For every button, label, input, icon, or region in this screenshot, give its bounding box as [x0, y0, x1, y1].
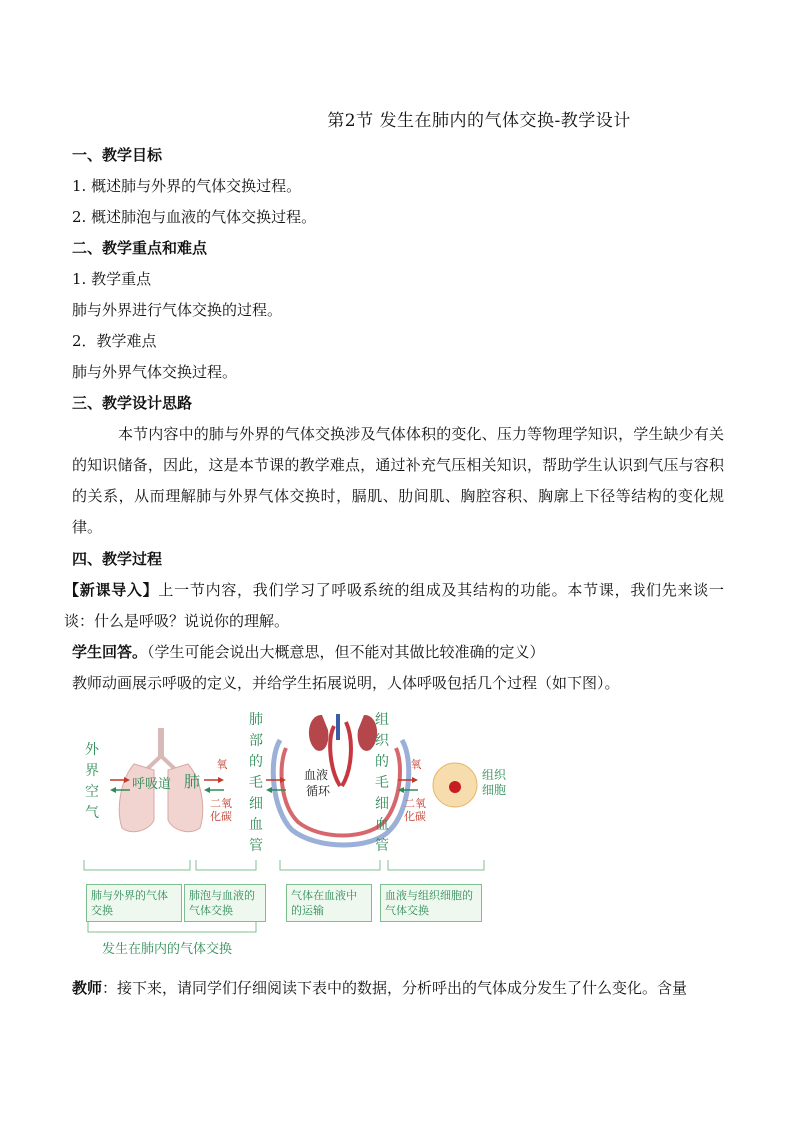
- intro-paragraph: [64, 575, 724, 637]
- diagram-graphics: [72, 700, 502, 965]
- intro-label: 【新课导入】: [64, 581, 159, 599]
- intro-text: 上一节内容，我们学习了呼吸系统的组成及其结构的功能。本节课，我们先来谈一谈：什么是呼吸？说说你的理解。: [64, 581, 724, 630]
- teacher-demo-text: 教师动画展示呼吸的定义，并给学生拓展说明，人体呼吸包括几个过程（如下图）。: [72, 674, 620, 692]
- student-answer-text: （学生可能会说出大概意思，但不能对其做比较准确的定义）: [147, 643, 545, 661]
- stage-box-2: 肺泡与血液的气体交换: [184, 884, 266, 922]
- design-paragraph: 本节内容中的肺与外界的气体交换涉及气体体积的变化、压力等物理学知识，学生缺少有关的知识储备，因此，这是本节课的教学难点，通过补充气压相关知识，帮助学生认识到气压与容积的关系，从而理解肺与外界气体交换时，膈肌、肋间肌、胸腔容积、胸廓上下径等结构的变化规律。: [72, 425, 724, 536]
- outside-air-label: 外界空气: [85, 742, 99, 821]
- co2-label-2: 二氧化碳: [404, 797, 426, 823]
- tissue-cell-label: 组织细胞: [482, 768, 507, 797]
- student-answer-line: [72, 641, 545, 662]
- lung-label: 肺: [184, 772, 201, 791]
- tissue-capillary-label: 组织的毛细血管: [375, 712, 389, 854]
- student-answer-label: 学生回答。: [72, 643, 148, 661]
- blood-label-line2: 循环: [306, 784, 331, 798]
- stage-box-1: 肺与外界的气体交换: [86, 884, 182, 922]
- section-heading-process: 四、教学过程: [72, 550, 163, 568]
- respiration-diagram: [72, 700, 507, 965]
- difficult-point-text: 肺与外界气体交换过程。: [72, 363, 238, 381]
- diagram-caption: 发生在肺内的气体交换: [102, 942, 233, 957]
- stage-box-3: 气体在血液中的运输: [286, 884, 372, 922]
- oxygen-label-1: 氧: [216, 758, 228, 771]
- tissue-cell-illustration: [433, 763, 477, 807]
- page-title: 第2节 发生在肺内的气体交换-教学设计: [327, 111, 631, 131]
- section-heading-goals: 一、教学目标: [72, 146, 163, 164]
- teacher-instruction-text: ：接下来，请同学们仔细阅读下表中的数据，分析呼出的气体成分发生了什么变化。含量: [102, 979, 688, 997]
- lung-capillary-label: 肺部的毛细血管: [249, 712, 263, 854]
- key-point-text: 肺与外界进行气体交换的过程。: [72, 301, 283, 319]
- oxygen-label-2: 氧: [410, 758, 422, 771]
- difficult-point-label: 2．教学难点: [72, 332, 157, 350]
- teacher-label: 教师: [72, 979, 103, 997]
- stage-box-4: 血液与组织细胞的气体交换: [380, 884, 482, 922]
- key-point-label: 1. 教学重点: [72, 270, 152, 288]
- section-heading-key-points: 二、教学重点和难点: [72, 239, 208, 257]
- blood-label-line1: 血液: [304, 768, 329, 782]
- teacher-instruction-line: [72, 977, 687, 998]
- co2-label-1: 二氧化碳: [210, 797, 232, 823]
- airway-label: 呼吸道: [132, 777, 172, 792]
- section-heading-design: 三、教学设计思路: [72, 394, 193, 412]
- goal-item-1: 1. 概述肺与外界的气体交换过程。: [72, 177, 302, 195]
- goal-item-2: 2. 概述肺泡与血液的气体交换过程。: [72, 208, 317, 226]
